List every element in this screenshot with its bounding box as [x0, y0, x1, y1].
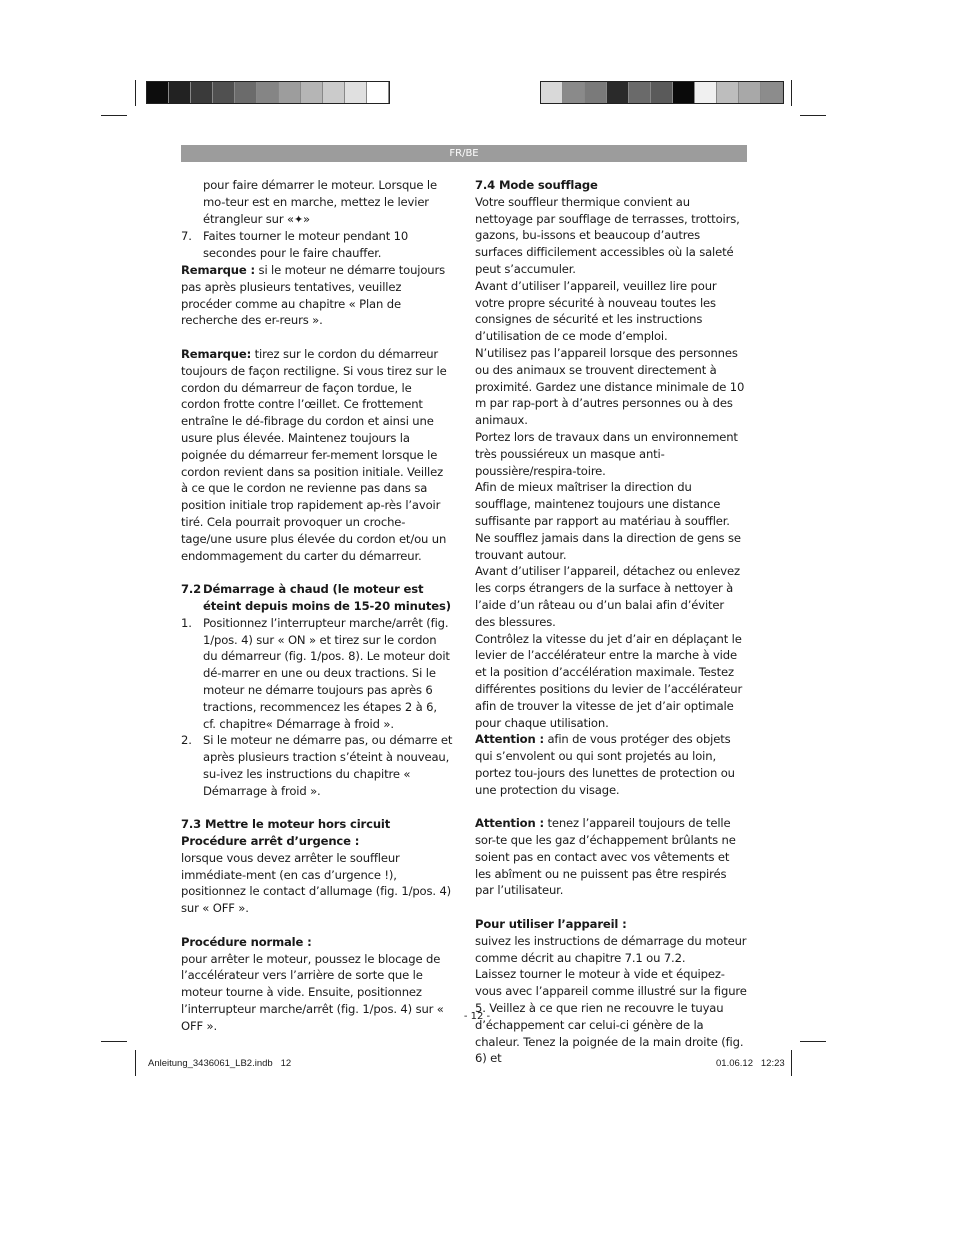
- color-swatch: [629, 82, 651, 103]
- color-swatch: [761, 82, 783, 103]
- color-swatch: [651, 82, 673, 103]
- blowing-paragraph-5: Afin de mieux maîtriser la direction du soufflage, maintenez toujours une distance suffisante par rapport au matériau à souffler. Ne soufflez jamais dans la direction de gens se trouvant autour.: [475, 480, 741, 562]
- registration-color-bar-right: [540, 81, 784, 104]
- blowing-paragraph-2: Avant d’utiliser l’appareil, veuillez lire pour votre propre sécurité à nouveau toutes les consignes de sécurité et les instructions d’utilisation de ce mode d’emploi.: [475, 278, 717, 344]
- color-swatch: [235, 82, 257, 103]
- color-swatch: [695, 82, 717, 103]
- remark-1: Remarque : si le moteur ne démarre toujours pas après plusieurs tentatives, veuillez procéder comme au chapitre « Plan de recherche des er-reurs ».: [181, 262, 446, 328]
- footer-filename: Anleitung_3436061_LB2.indb 12: [148, 1058, 292, 1069]
- usage-heading: Pour utiliser l’appareil :: [475, 917, 627, 932]
- color-swatch: [563, 82, 585, 103]
- color-swatch: [717, 82, 739, 103]
- emergency-stop-text: lorsque vous devez arrêter le souffleur immédiate-ment (en cas d’urgence !), positionnez le contact d’allumage (fig. 1/pos. 4) sur « OFF ».: [181, 850, 452, 916]
- crop-mark: [135, 1050, 136, 1076]
- blowing-paragraph-6: Avant d’utiliser l’appareil, détachez ou enlevez les corps étrangers de la surface à nettoyer à l’aide d’un râteau ou d’un balai afin d’éviter des blessures.: [475, 564, 740, 629]
- color-swatch: [345, 82, 367, 103]
- color-swatch: [147, 82, 169, 103]
- color-swatch: [585, 82, 607, 103]
- blowing-paragraph-3: N’utilisez pas l’appareil lorsque des personnes ou des animaux se trouvent directement à proximité. Gardez une distance minimale de 10 m par rap-port à d’autres personnes ou à des animaux.: [475, 345, 745, 428]
- crop-mark: [101, 1041, 127, 1042]
- attention-2: Attention : tenez l’appareil toujours de telle sor-te que les gaz d’échappement brûlants ne soient pas en contact avec vos vêtements et les abîment ou ne puissent pas être respirés par l’utilisateur.: [475, 816, 736, 898]
- footer-timestamp: 01.06.12 12:23: [716, 1058, 785, 1069]
- usage-paragraph-2: Laissez tourner le moteur à vide et équipez-vous avec l’appareil comme illustré sur la figure 5. Veillez à ce que rien ne recouvre le tuyau d’échappement car celui-ci génère de la chaleur. Tenez la poignée de la main droite (fig. 6) et: [475, 967, 747, 1066]
- right-column: [475, 177, 747, 1067]
- section-7-2-item-2: 2. Si le moteur ne démarre pas, ou démarre et après plusieurs traction s’éteint à nouveau, su-ivez les instructions du chapitre « Démarrage à froid ».: [181, 733, 453, 798]
- blowing-paragraph-4: Portez lors de travaux dans un environnement très poussiéreux un masque anti-poussière/respira-toire.: [475, 429, 738, 478]
- crop-mark: [101, 115, 127, 116]
- remark-2: Remarque: tirez sur le cordon du démarreur toujours de façon rectiligne. Si vous tirez sur le cordon du démarreur de façon tordue, le cordon frotte contre l’œillet. Ce frottement entraîne le dé-fibrage du cordon et ainsi une usure plus élevée. Maintenez toujours la poignée du démarreur fer-mement lorsque le cordon revient dans sa position initiale. Veillez à ce que le cordon ne revienne pas dans sa position initiale trop rapidement ap-rès l’avoir tiré. Cela pourrait provoquer un croche-tage/une usure plus élevée du cordon et/ou un endommagement du carter du démarreur.: [181, 346, 447, 563]
- color-swatch: [169, 82, 191, 103]
- color-swatch: [191, 82, 213, 103]
- crop-mark: [135, 80, 136, 106]
- usage-paragraph-1: suivez les instructions de démarrage du moteur comme décrit au chapitre 7.1 ou 7.2.: [475, 933, 747, 965]
- emergency-stop-heading: Procédure arrêt d’urgence :: [181, 834, 360, 849]
- section-7-2-item-1: 1. Positionnez l’interrupteur marche/arrêt (fig. 1/pos. 4) sur « ON » et tirez sur le cordon du démarreur (fig. 1/pos. 8). Le moteur doit dé-marrer en une ou deux tractions. Si le moteur ne démarre toujours pas après 6 tractions, recommencez les étapes 2 à 6, cf. chapitre« Démarrage à froid ».: [181, 615, 450, 731]
- choke-lever-icon: ✦: [293, 212, 304, 226]
- normal-stop-heading: Procédure normale :: [181, 934, 312, 949]
- page-number: - 12 -: [463, 1011, 491, 1022]
- crop-mark: [800, 1041, 826, 1042]
- crop-mark: [791, 1050, 792, 1076]
- color-swatch: [257, 82, 279, 103]
- blowing-paragraph-1: Votre souffleur thermique convient au nettoyage par soufflage de terrasses, trottoirs, gazons, bu-issons et beaucoup d’autres surfaces difficilement accessibles où la saleté peut s’accumuler.: [475, 194, 740, 276]
- color-swatch: [673, 82, 695, 103]
- attention-1: Attention : afin de vous protéger des objets qui s’envolent ou qui sont projetés au loin, portez tou-jours des lunettes de protection ou une protection du visage.: [475, 732, 735, 797]
- crop-mark: [800, 115, 826, 116]
- left-column: [181, 177, 453, 1035]
- color-swatch: [367, 82, 389, 103]
- color-swatch: [323, 82, 345, 103]
- color-swatch: [301, 82, 323, 103]
- section-7-4-heading: 7.4 Mode soufflage: [475, 178, 598, 192]
- start-instructions-continued: pour faire démarrer le moteur. Lorsque le mo-teur est en marche, mettez le levier étrangleur sur «✦»: [181, 177, 453, 228]
- color-swatch: [279, 82, 301, 103]
- section-7-3-heading: 7.3 Mettre le moteur hors circuit: [181, 817, 391, 832]
- blowing-paragraph-7: Contrôlez la vitesse du jet d’air en déplaçant le levier de l’accélérateur entre la marche à vide et la position d’accélération maximale. Testez différentes positions du levier de l’accélérateur afin de trouver la vitesse de jet d’air optimale pour chaque utilisation.: [475, 631, 743, 730]
- color-swatch: [739, 82, 761, 103]
- step-7: 7. Faites tourner le moteur pendant 10 secondes pour le faire chauffer.: [181, 229, 409, 261]
- color-swatch: [607, 82, 629, 103]
- section-7-2-heading: 7.2 Démarrage à chaud (le moteur est éteint depuis moins de 15-20 minutes): [181, 582, 451, 613]
- color-swatch: [213, 82, 235, 103]
- language-header: FR/BE: [181, 145, 747, 162]
- color-swatch: [541, 82, 563, 103]
- normal-stop-text: pour arrêter le moteur, poussez le blocage de l’accélérateur vers l’arrière de sorte que le moteur tourne à vide. Ensuite, positionnez l’interrupteur marche/arrêt (fig. 1/pos. 4) sur « OFF ».: [181, 951, 444, 1033]
- crop-mark: [791, 80, 792, 106]
- registration-color-bar-left: [146, 81, 390, 104]
